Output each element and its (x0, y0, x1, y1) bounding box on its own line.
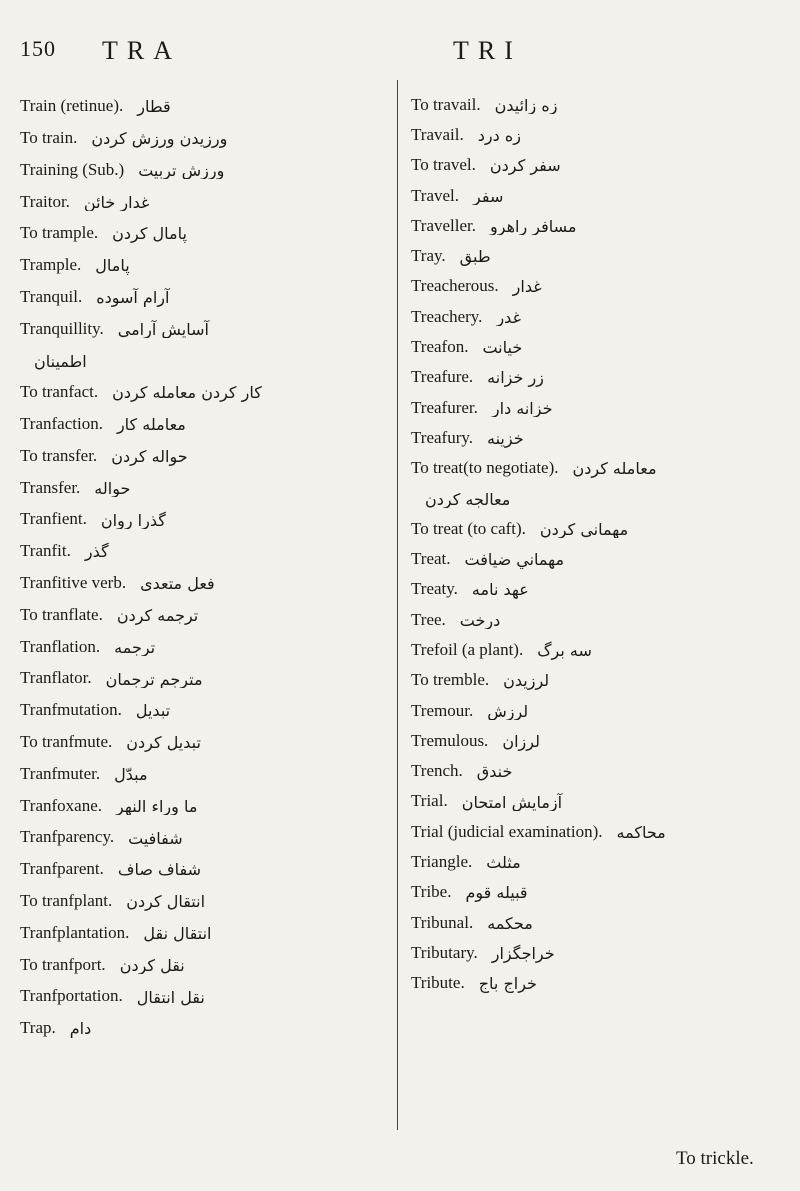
persian-translation: تبديل كردن (126, 733, 201, 752)
running-head-right: TRI (453, 36, 522, 65)
dictionary-entry (20, 434, 390, 466)
persian-translation: سه برگ (537, 641, 592, 660)
english-headword: Tribute. (411, 973, 465, 993)
english-headword: Tremulous. (411, 730, 489, 750)
english-headword: Tranfparent. (20, 859, 104, 879)
dictionary-entry (411, 538, 781, 568)
dictionary-entry (411, 417, 781, 447)
persian-translation: خراج باج (478, 974, 537, 993)
dictionary-entry (411, 114, 781, 144)
persian-translation: زه زائيدن (494, 95, 558, 115)
page-header (0, 0, 800, 70)
english-headword: Tranfoxane. (20, 795, 102, 815)
dictionary-entry (20, 688, 390, 720)
persian-translation: انتقال نقل (143, 923, 212, 943)
english-headword: To tranflate. (20, 604, 103, 624)
english-headword: To train. (20, 127, 78, 147)
persian-translation: آزمايش امتحان (461, 792, 563, 812)
dictionary-entry (411, 629, 781, 659)
persian-translation: آسايش آرامي (117, 319, 209, 339)
persian-translation: حواله كردن (111, 446, 188, 466)
english-headword: To tranfact. (20, 382, 99, 402)
persian-translation: محاكمه (616, 822, 666, 842)
english-headword: Triangle. (411, 852, 473, 872)
persian-translation: شفاف صاف (117, 860, 201, 879)
english-headword: Treachery. (411, 306, 483, 326)
english-headword: Trample. (20, 255, 82, 275)
dictionary-entry (20, 307, 390, 339)
english-headword: Travail. (411, 124, 464, 144)
english-headword: Trefoil (a plant). (411, 639, 524, 659)
column-divider (397, 80, 398, 1130)
dictionary-entry (411, 963, 781, 993)
persian-translation: غدار خائن (83, 192, 150, 212)
dictionary-entry (411, 175, 781, 205)
persian-translation: مبدّل (114, 764, 148, 784)
dictionary-entry (411, 690, 781, 720)
english-headword: Tranfmuter. (20, 763, 101, 783)
english-headword: Tribunal. (411, 912, 474, 932)
english-headword: Training (Sub.) (20, 159, 125, 179)
english-headword: Train (retinue). (20, 96, 124, 116)
persian-translation: مترجم ترجمان (105, 669, 203, 689)
persian-translation: مسافر راهرو (490, 216, 577, 236)
dictionary-entry (20, 625, 390, 657)
persian-translation: دام (69, 1019, 92, 1038)
english-headword: Transfer. (20, 477, 81, 497)
persian-translation: مثلث (486, 853, 521, 872)
dictionary-entry (20, 211, 390, 243)
english-headword: To tranfport. (20, 954, 106, 974)
english-headword: Tranfparency. (20, 827, 115, 847)
persian-translation: ترجمه (114, 637, 156, 657)
dictionary-entry (20, 1006, 390, 1038)
english-headword: Treafurer. (411, 397, 478, 417)
dictionary-entry (411, 387, 781, 417)
english-headword: Tribe. (411, 882, 452, 902)
persian-translation: گذر (84, 542, 109, 561)
dictionary-entry (20, 179, 390, 211)
persian-translation: مهماني ضيافت (464, 550, 565, 569)
persian-translation: پامال كردن (112, 224, 187, 243)
dictionary-entry (411, 205, 781, 235)
persian-translation: مهماني كردن (539, 519, 629, 539)
english-headword: To transfer. (20, 445, 98, 465)
dictionary-entry (20, 402, 390, 434)
dictionary-entry (20, 148, 390, 180)
dictionary-entry (20, 943, 390, 975)
dictionary-entry (411, 841, 781, 871)
persian-translation: خندق (476, 762, 513, 781)
persian-translation: حواله (94, 478, 131, 498)
dictionary-entry (411, 84, 781, 114)
english-headword: Tranflator. (20, 668, 92, 688)
dictionary-entry (20, 847, 390, 879)
english-headword: Tranfplantation. (20, 922, 130, 942)
persian-translation: طبق (459, 247, 491, 266)
english-headword: Trench. (411, 761, 463, 781)
english-headword: Treacherous. (411, 276, 499, 296)
dictionary-entry (20, 370, 390, 402)
english-headword: Tributary. (411, 942, 478, 962)
persian-translation: خزانه دار (491, 398, 553, 418)
dictionary-entry (20, 815, 390, 847)
dictionary-entry (411, 811, 781, 841)
persian-translation: معامله كردن (572, 459, 657, 478)
dictionary-entry (411, 720, 781, 750)
dictionary-entry (20, 275, 390, 307)
dictionary-entry (411, 145, 781, 175)
dictionary-entry (411, 932, 781, 962)
english-headword: Tranfmutation. (20, 700, 122, 720)
right-column (411, 84, 781, 993)
dictionary-entry (411, 872, 781, 902)
persian-translation: اطمينان (34, 351, 87, 371)
persian-translation: تبديل (135, 701, 171, 720)
persian-translation: خراجگزار (491, 944, 555, 963)
persian-translation: عهد نامه (471, 580, 529, 600)
english-headword: Treaty. (411, 579, 458, 599)
persian-translation: نقل كردن (119, 955, 185, 975)
dictionary-entry (411, 660, 781, 690)
english-headword: To trample. (20, 223, 99, 243)
persian-translation: خزينه (487, 428, 524, 448)
dictionary-entry (411, 296, 781, 326)
persian-translation: قطار (137, 97, 171, 116)
dictionary-entry (20, 720, 390, 752)
persian-translation: گذرا روان (100, 510, 166, 530)
dictionary-entry (411, 235, 781, 265)
persian-translation: نقل انتقال (136, 987, 205, 1007)
persian-translation: آرام آسوده (96, 287, 170, 307)
persian-translation: درخت (459, 610, 501, 630)
english-headword: Tray. (411, 246, 446, 266)
english-headword: Tranfit. (20, 541, 71, 561)
dictionary-entry (411, 326, 781, 356)
dictionary-entry (411, 569, 781, 599)
dictionary-entry (20, 243, 390, 275)
running-head-left: TRA (102, 36, 181, 65)
english-headword: Tranquil. (20, 286, 83, 306)
persian-translation: ورزش تربيت (138, 160, 225, 180)
left-column (20, 84, 390, 1038)
dictionary-entry (20, 338, 390, 370)
dictionary-entry (20, 593, 390, 625)
english-headword: Treat. (411, 549, 451, 569)
english-headword: Trial. (411, 791, 448, 811)
dictionary-entry (20, 784, 390, 816)
persian-translation: معالجه كردن (425, 489, 511, 509)
english-headword: Treafury. (411, 427, 474, 447)
dictionary-entry (411, 266, 781, 296)
persian-translation: سفر (473, 186, 504, 206)
persian-translation: زر خزانه (487, 368, 544, 387)
persian-translation: زه درد (477, 126, 521, 145)
catchword: To trickle. (676, 1148, 754, 1169)
dictionary-entry (20, 561, 390, 593)
dictionary-entry (411, 357, 781, 387)
dictionary-entry (20, 116, 390, 148)
english-headword: Tranflation. (20, 636, 101, 656)
english-headword: To treat (to caft). (411, 518, 526, 538)
english-headword: Tranfaction. (20, 414, 103, 434)
dictionary-entry (20, 752, 390, 784)
english-headword: Tranfportation. (20, 986, 123, 1006)
persian-translation: ورزيدن ورزش كردن (91, 129, 228, 148)
english-headword: Treafure. (411, 367, 474, 387)
dictionary-entry (20, 466, 390, 498)
english-headword: To travail. (411, 94, 481, 114)
english-headword: Trial (judicial examination). (411, 821, 603, 841)
dictionary-entry (411, 902, 781, 932)
persian-translation: كار كردن معامله كردن (112, 383, 262, 402)
persian-translation: شفافيت (128, 828, 183, 848)
english-headword: Traveller. (411, 215, 477, 235)
dictionary-entry (411, 751, 781, 781)
persian-translation: انتقال كردن (126, 892, 206, 911)
page-number: 150 (20, 36, 56, 61)
english-headword: To treat(to negotiate). (411, 458, 559, 478)
persian-translation: لرزيدن (503, 671, 550, 690)
dictionary-entry (20, 879, 390, 911)
persian-translation: محكمه (487, 913, 533, 933)
dictionary-entry (411, 599, 781, 629)
english-headword: To travel. (411, 155, 476, 175)
english-headword: To tranfmute. (20, 732, 113, 752)
persian-translation: پامال (95, 256, 130, 275)
dictionary-entry (20, 974, 390, 1006)
english-headword: Traitor. (20, 191, 70, 211)
dictionary-entry (411, 508, 781, 538)
dictionary-entry (20, 656, 390, 688)
persian-translation: ترجمه كردن (116, 605, 199, 625)
english-headword: Tranquillity. (20, 318, 104, 338)
english-headword: Tremour. (411, 700, 474, 720)
english-headword: Treafon. (411, 336, 469, 356)
dictionary-entry (411, 448, 781, 478)
english-headword: To tremble. (411, 670, 490, 690)
english-headword: Tree. (411, 609, 446, 629)
persian-translation: غدار (512, 277, 542, 297)
dictionary-entry (20, 529, 390, 561)
dictionary-entry (20, 84, 390, 116)
english-headword: Trap. (20, 1018, 56, 1038)
dictionary-entry (20, 911, 390, 943)
english-headword: To tranfplant. (20, 891, 113, 911)
dictionary-entry (411, 478, 781, 508)
english-headword: Travel. (411, 185, 460, 205)
persian-translation: فعل متعدى (140, 574, 215, 593)
persian-translation: قبيله قوم (465, 883, 528, 903)
persian-translation: خيانت (482, 338, 523, 357)
english-headword: Tranfient. (20, 509, 87, 529)
persian-translation: لرزش (487, 701, 529, 721)
dictionary-entry (20, 497, 390, 529)
persian-translation: لرزان (502, 731, 540, 751)
persian-translation: ما وراء النهر (116, 796, 198, 816)
persian-translation: غدر (496, 307, 521, 327)
dictionary-entry (411, 781, 781, 811)
persian-translation: سفر كردن (489, 156, 561, 175)
persian-translation: معامله كار (116, 415, 186, 434)
english-headword: Tranfitive verb. (20, 573, 127, 593)
